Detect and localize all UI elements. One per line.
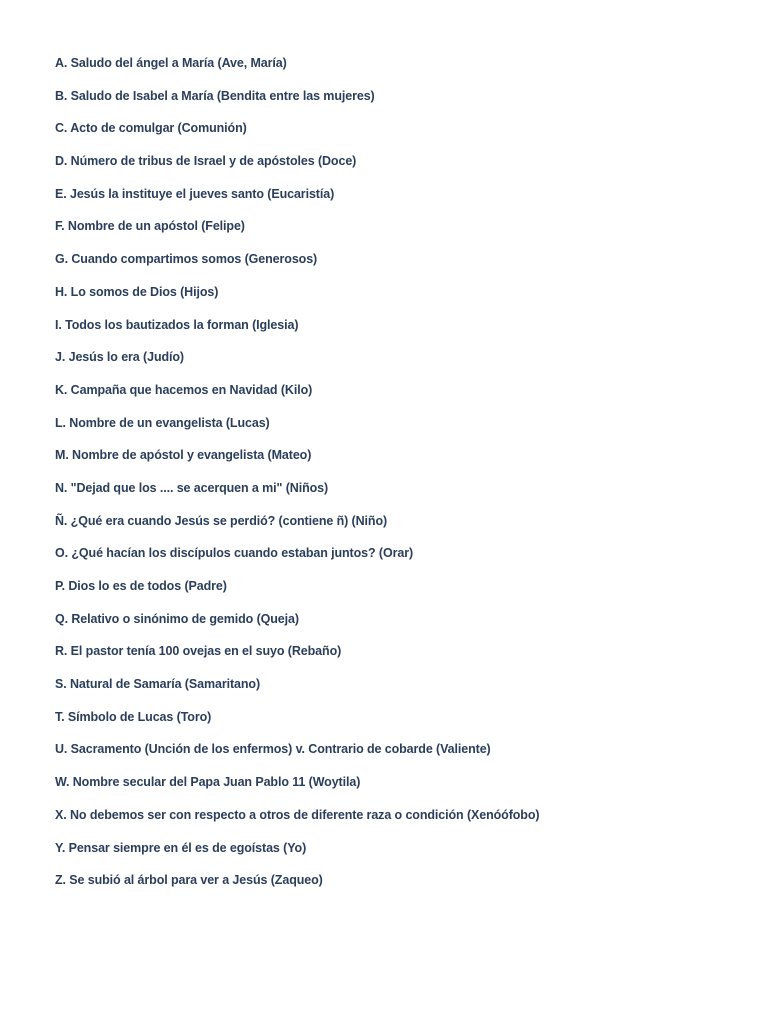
list-item: P. Dios lo es de todos (Padre): [55, 579, 227, 593]
list-item: N. "Dejad que los .... se acerquen a mi" (Niños): [55, 480, 329, 495]
list-item: E. Jesús la instituye el jueves santo (Eucaristía): [55, 186, 335, 201]
list-item: Ñ. ¿Qué era cuando Jesús se perdió? (contiene ñ) (Niño): [55, 513, 388, 528]
list-item: D. Número de tribus de Israel y de apóstoles (Doce): [55, 154, 357, 169]
list-item: W. Nombre secular del Papa Juan Pablo 11 (Woytila): [55, 775, 361, 790]
alphabet-list: [55, 54, 539, 904]
list-item: Q. Relativo o sinónimo de gemido (Queja): [55, 611, 299, 626]
list-item: B. Saludo de Isabel a María (Bendita entre las mujeres): [55, 88, 375, 103]
list-item: L. Nombre de un evangelista (Lucas): [55, 415, 270, 430]
list-item: R. El pastor tenía 100 ovejas en el suyo (Rebaño): [55, 644, 342, 659]
list-item: A. Saludo del ángel a María (Ave, María): [55, 56, 287, 70]
list-item: O. ¿Qué hacían los discípulos cuando estaban juntos? (Orar): [55, 546, 414, 561]
list-item: U. Sacramento (Unción de los enfermos) v. Contrario de cobarde (Valiente): [55, 742, 491, 757]
list-item: I. Todos los bautizados la forman (Iglesia): [55, 317, 299, 332]
list-item: M. Nombre de apóstol y evangelista (Mateo): [55, 448, 312, 463]
list-item: T. Símbolo de Lucas (Toro): [55, 709, 212, 724]
list-item: G. Cuando compartimos somos (Generosos): [55, 252, 318, 267]
list-item: C. Acto de comulgar (Comunión): [55, 121, 247, 136]
list-item: Z. Se subió al árbol para ver a Jesús (Zaqueo): [55, 873, 323, 888]
list-item: Y. Pensar siempre en él es de egoístas (Yo): [55, 840, 307, 855]
list-item: X. No debemos ser con respecto a otros de diferente raza o condición (Xenóófobo): [55, 807, 540, 822]
list-item: K. Campaña que hacemos en Navidad (Kilo): [55, 382, 313, 397]
list-item: J. Jesús lo era (Judío): [55, 350, 184, 365]
list-item: F. Nombre de un apóstol (Felipe): [55, 219, 245, 234]
list-item: S. Natural de Samaría (Samaritano): [55, 677, 261, 692]
list-item: H. Lo somos de Dios (Hijos): [55, 284, 219, 299]
